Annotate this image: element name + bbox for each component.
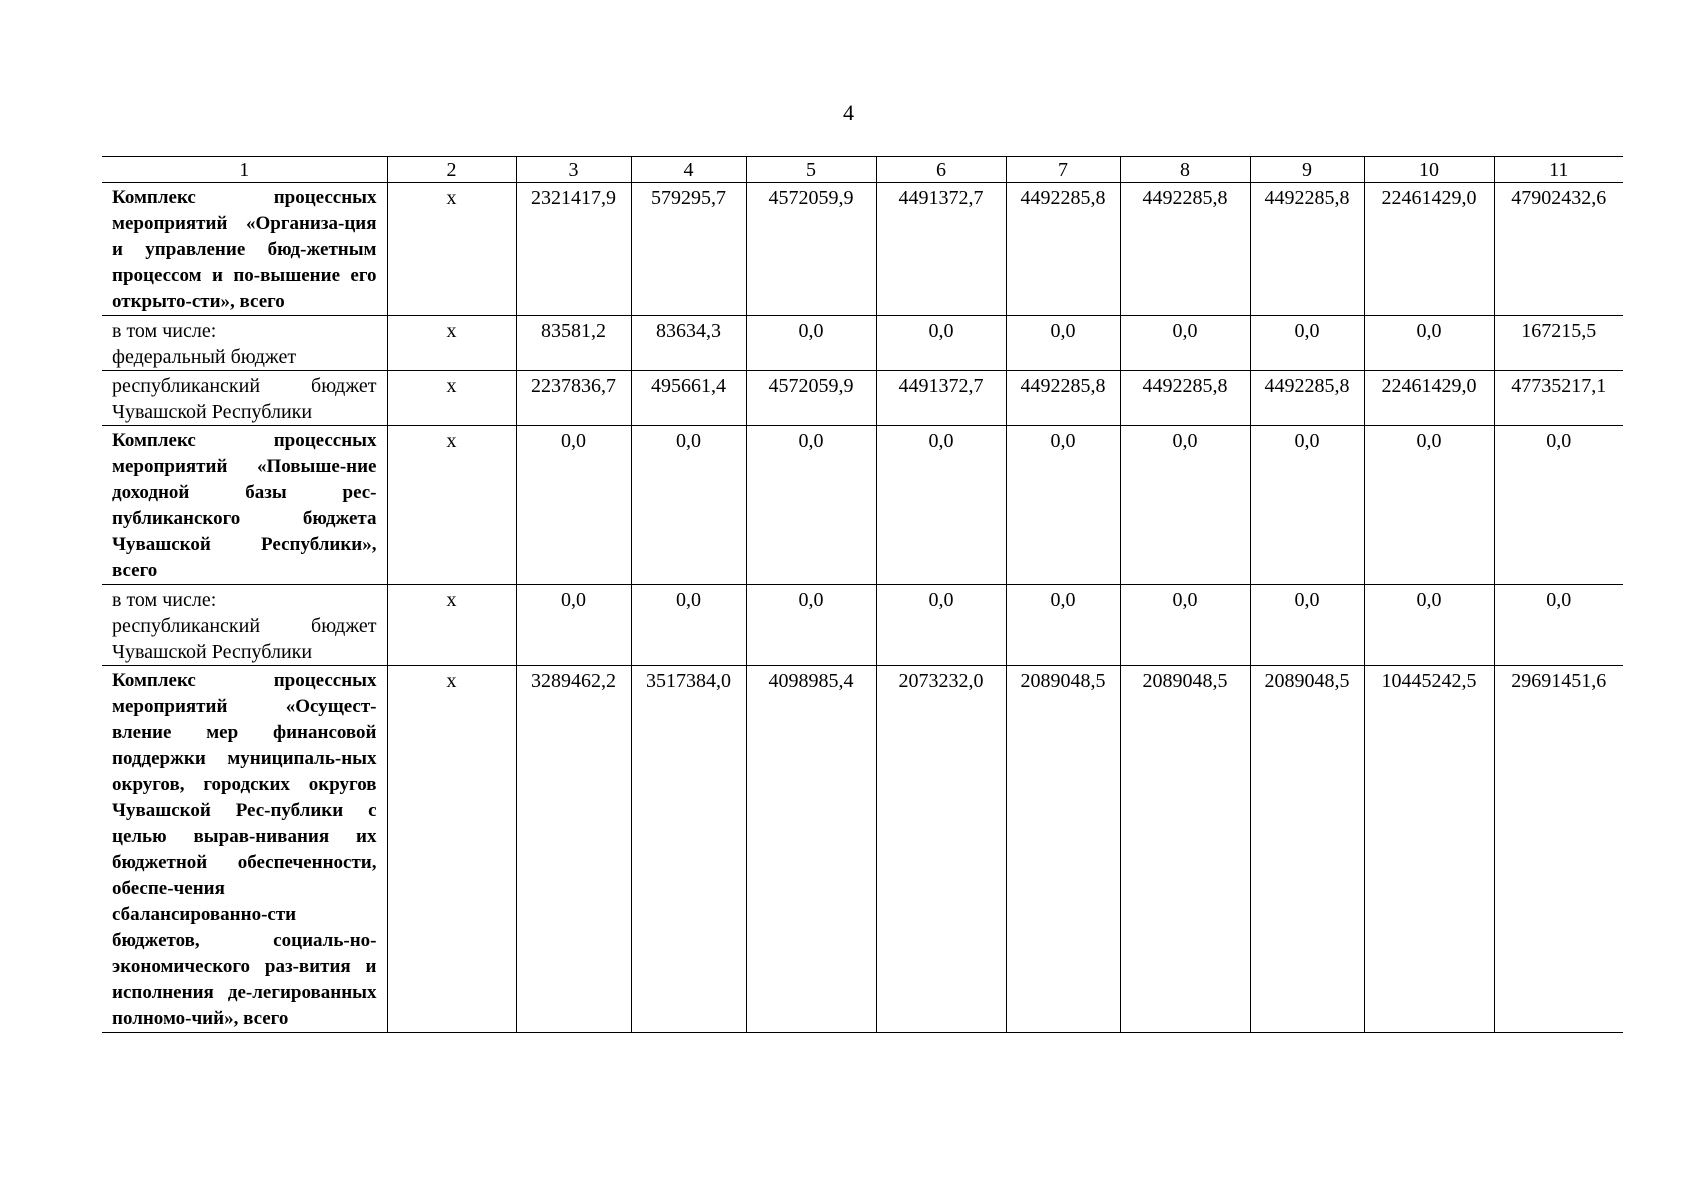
value-cell: 4492285,8 (1120, 183, 1250, 316)
value-cell: 0,0 (1364, 426, 1494, 585)
cell-x-marker: х (387, 183, 516, 316)
value-cell: 29691451,6 (1494, 666, 1623, 1033)
value-cell: 167215,5 (1494, 316, 1623, 371)
value-cell: 4098985,4 (746, 666, 876, 1033)
table-row (102, 183, 1623, 316)
column-header: 7 (1006, 157, 1120, 183)
column-header: 10 (1364, 157, 1494, 183)
value-cell: 0,0 (746, 426, 876, 585)
value-cell: 4492285,8 (1120, 371, 1250, 426)
table-row (102, 316, 1623, 371)
table-row (102, 371, 1623, 426)
value-cell: 0,0 (1250, 585, 1364, 666)
value-cell: 83634,3 (631, 316, 746, 371)
value-cell: 10445242,5 (1364, 666, 1494, 1033)
column-header: 6 (876, 157, 1006, 183)
table-row (102, 585, 1623, 666)
value-cell: 3289462,2 (516, 666, 631, 1033)
value-cell: 4572059,9 (746, 371, 876, 426)
value-cell: 0,0 (876, 426, 1006, 585)
value-cell: 0,0 (1494, 426, 1623, 585)
cell-x-marker: х (387, 426, 516, 585)
value-cell: 0,0 (1120, 426, 1250, 585)
value-cell: 4492285,8 (1006, 183, 1120, 316)
column-header: 1 (102, 157, 387, 183)
value-cell: 0,0 (1494, 585, 1623, 666)
value-cell: 0,0 (516, 426, 631, 585)
value-cell: 0,0 (1006, 316, 1120, 371)
value-cell: 2321417,9 (516, 183, 631, 316)
program-total-name: Комплекс процессных мероприятий «Осущест-вление мер финансовой поддержки муниципаль-ных округов, городских округов Чувашской Рес-публики с целью вырав-нивания их бюджетной обеспеченности, обеспе-чения сбалансированно-сти бюджетов, социаль-но-экономического раз-вития и исполнения де-легированных полномо-чий», всего (102, 666, 387, 1033)
column-header: 2 (387, 157, 516, 183)
table-row (102, 666, 1623, 1033)
value-cell: 4492285,8 (1250, 183, 1364, 316)
value-cell: 0,0 (1120, 316, 1250, 371)
cell-x-marker: х (387, 316, 516, 371)
value-cell: 47902432,6 (1494, 183, 1623, 316)
value-cell: 0,0 (1120, 585, 1250, 666)
value-cell: 0,0 (631, 585, 746, 666)
funding-source-label: республиканский бюджет Чувашской Республики (112, 615, 377, 663)
value-cell: 2089048,5 (1250, 666, 1364, 1033)
value-cell: 0,0 (631, 426, 746, 585)
value-cell: 0,0 (746, 585, 876, 666)
column-header: 5 (746, 157, 876, 183)
value-cell: 579295,7 (631, 183, 746, 316)
column-header: 11 (1494, 157, 1623, 183)
budget-table (102, 156, 1623, 1033)
value-cell: 83581,2 (516, 316, 631, 371)
column-header: 3 (516, 157, 631, 183)
value-cell: 0,0 (1364, 585, 1494, 666)
funding-source-name (102, 316, 387, 371)
value-cell: 22461429,0 (1364, 371, 1494, 426)
cell-x-marker: х (387, 585, 516, 666)
value-cell: 0,0 (746, 316, 876, 371)
value-cell: 495661,4 (631, 371, 746, 426)
value-cell: 0,0 (1250, 426, 1364, 585)
value-cell: 0,0 (1006, 426, 1120, 585)
value-cell: 2073232,0 (876, 666, 1006, 1033)
column-header: 4 (631, 157, 746, 183)
value-cell: 0,0 (1006, 585, 1120, 666)
value-cell: 0,0 (1250, 316, 1364, 371)
program-total-name: Комплекс процессных мероприятий «Организа-ция и управление бюд-жетным процессом и по-вышение его открыто-сти», всего (102, 183, 387, 316)
cell-x-marker: х (387, 666, 516, 1033)
value-cell: 0,0 (876, 585, 1006, 666)
value-cell: 4492285,8 (1250, 371, 1364, 426)
value-cell: 4491372,7 (876, 183, 1006, 316)
value-cell: 4492285,8 (1006, 371, 1120, 426)
in-that-number-label: в том числе: (112, 320, 217, 342)
value-cell: 0,0 (876, 316, 1006, 371)
value-cell: 2237836,7 (516, 371, 631, 426)
value-cell: 47735217,1 (1494, 371, 1623, 426)
column-number-row (102, 157, 1623, 183)
value-cell: 2089048,5 (1006, 666, 1120, 1033)
value-cell: 22461429,0 (1364, 183, 1494, 316)
program-total-name: Комплекс процессных мероприятий «Повыше-ние доходной базы рес-публиканского бюджета Чувашской Республики», всего (102, 426, 387, 585)
in-that-number-label: в том числе: (112, 589, 217, 611)
value-cell: 4491372,7 (876, 371, 1006, 426)
table-row (102, 426, 1623, 585)
column-header: 8 (1120, 157, 1250, 183)
value-cell: 3517384,0 (631, 666, 746, 1033)
value-cell: 0,0 (1364, 316, 1494, 371)
funding-source-label: федеральный бюджет (112, 346, 297, 368)
column-header: 9 (1250, 157, 1364, 183)
value-cell: 2089048,5 (1120, 666, 1250, 1033)
value-cell: 0,0 (516, 585, 631, 666)
value-cell: 4572059,9 (746, 183, 876, 316)
funding-source-name (102, 585, 387, 666)
page-number: 4 (843, 100, 854, 125)
funding-source-name: республиканский бюджет Чувашской Республики (102, 371, 387, 426)
cell-x-marker: х (387, 371, 516, 426)
